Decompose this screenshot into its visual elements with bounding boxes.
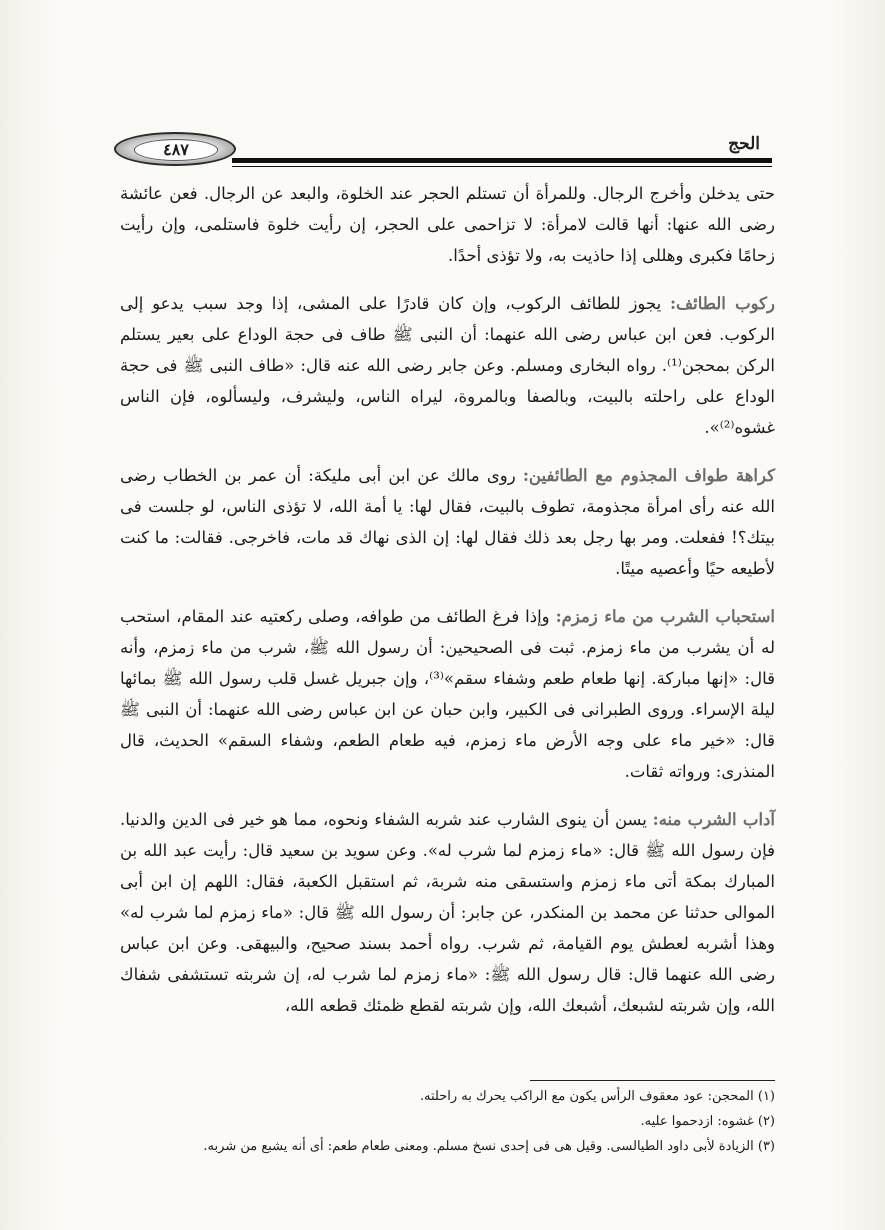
footnote-divider bbox=[530, 1080, 775, 1081]
body-text bbox=[120, 178, 775, 1038]
section-heading: ركوب الطائف: bbox=[669, 294, 775, 313]
footnote-2: (٢) غشوه: ازدحموا عليه. bbox=[640, 1114, 775, 1129]
paragraph bbox=[120, 460, 775, 584]
footnote-1: (١) المحجن: عود معقوف الرأس يكون مع الراكب يحرك به راحلته. bbox=[419, 1089, 775, 1104]
paragraph bbox=[120, 178, 775, 271]
page-number-ornament bbox=[114, 132, 236, 166]
footnote-3: (٣) الزيادة لأبى داود الطيالسى. وقيل هى فى إحدى نسخ مسلم. ومعنى طعام طعم: أى أنه يشبع من شربه. bbox=[203, 1139, 775, 1154]
paragraph-text: وإذا فرغ الطائف من طوافه، وصلى ركعتيه عند المقام، استحب له أن يشرب من ماء زمزم. ثبت فى الصحيحين: أن رسول الله ﷺ، شرب من ماء زمزم، وأنه قال: «إنها مباركة. إنها طعام طعم وشفاء سقم»⁽³⁾، وإن جبريل غسل قلب رسول الله ﷺ بمائها ليلة الإسراء. وروى الطبرانى فى الكبير، وابن حبان عن ابن عباس رضى الله عنهما: أن النبى ﷺ قال: «خير ماء على وجه الأرض ماء زمزم، فيه طعام الطعم، وشفاء السقم» الحديث، قال المنذرى: ورواته ثقات. bbox=[120, 607, 775, 781]
chapter-title: الحج bbox=[728, 134, 760, 154]
paragraph-text: يجوز للطائف الركوب، وإن كان قادرًا على المشى، إذا وجد سبب يدعو إلى الركوب. فعن ابن عباس رضى الله عنهما: أن النبى ﷺ طاف فى حجة الوداع على بعير يستلم الركن بمحجن⁽¹⁾. رواه البخارى ومسلم. وعن جابر رضى الله عنه قال: «طاف النبى ﷺ فى حجة الوداع على راحلته بالبيت، وبالصفا وبالمروة، ليراه الناس، وليشرف، وليسألوه، فإن الناس غشوه⁽²⁾». bbox=[120, 294, 775, 437]
header-rule-thin bbox=[232, 166, 772, 167]
section-heading: استحباب الشرب من ماء زمزم: bbox=[555, 607, 775, 626]
paragraph bbox=[120, 288, 775, 443]
paragraph bbox=[120, 601, 775, 787]
header-rule-thick bbox=[232, 158, 772, 163]
paragraph-text: يسن أن ينوى الشارب عند شربه الشفاء ونحوه، مما هو خير فى الدين والدنيا. فإن رسول الله ﷺ قال: «ماء زمزم لما شرب له». وعن سويد بن سعيد قال: رأيت عبد الله بن المبارك بمكة أتى ماء زمزم واستسقى منه شربة، ثم استقبل الكعبة، فقال: اللهم إن ابن أبى الموالى حدثنا عن محمد بن المنكدر، عن جابر: أن رسول الله ﷺ قال: «ماء زمزم لما شرب له» وهذا أشربه لعطش يوم القيامة، ثم شرب. رواه أحمد بسند صحيح، والبيهقى. وعن ابن عباس رضى الله عنهما قال: قال رسول الله ﷺ: «ماء زمزم لما شرب له، إن شربته تستشفى شفاك الله، وإن شربته لشبعك، أشبعك الله، وإن شربته لقطع ظمئك قطعه الله، bbox=[120, 810, 775, 1015]
page-header bbox=[112, 128, 772, 172]
section-heading: آداب الشرب منه: bbox=[652, 810, 775, 829]
paragraph-text: حتى يدخلن وأخرج الرجال. وللمرأة أن تستلم الحجر عند الخلوة، والبعد عن الرجال. فعن عائشة رضى الله عنها: أنها قالت لامرأة: لا تزاحمى على الحجر، إن رأيت خلوة فاستلمى، وإن رأيت زحامًا فكبرى وهللى إذا حاذيت به، ولا تؤذى أحدًا. bbox=[120, 184, 775, 265]
section-heading: كراهة طواف المجذوم مع الطائفين: bbox=[522, 466, 775, 485]
paragraph-text: روى مالك عن ابن أبى مليكة: أن عمر بن الخطاب رضى الله عنه رأى امرأة مجذومة، تطوف بالبيت، فقال لها: يا أمة الله، لا تؤذى الناس، لو جلست فى بيتك؟! ففعلت. ومر بها رجل بعد ذلك فقال لها: إن الذى نهاك قد مات، فاخرجى. فقالت: ما كنت لأطيعه حيًا وأعصيه ميتًا. bbox=[120, 466, 775, 578]
paragraph bbox=[120, 804, 775, 1021]
footnotes bbox=[120, 1084, 775, 1159]
page-number: ٤٨٧ bbox=[134, 139, 218, 161]
